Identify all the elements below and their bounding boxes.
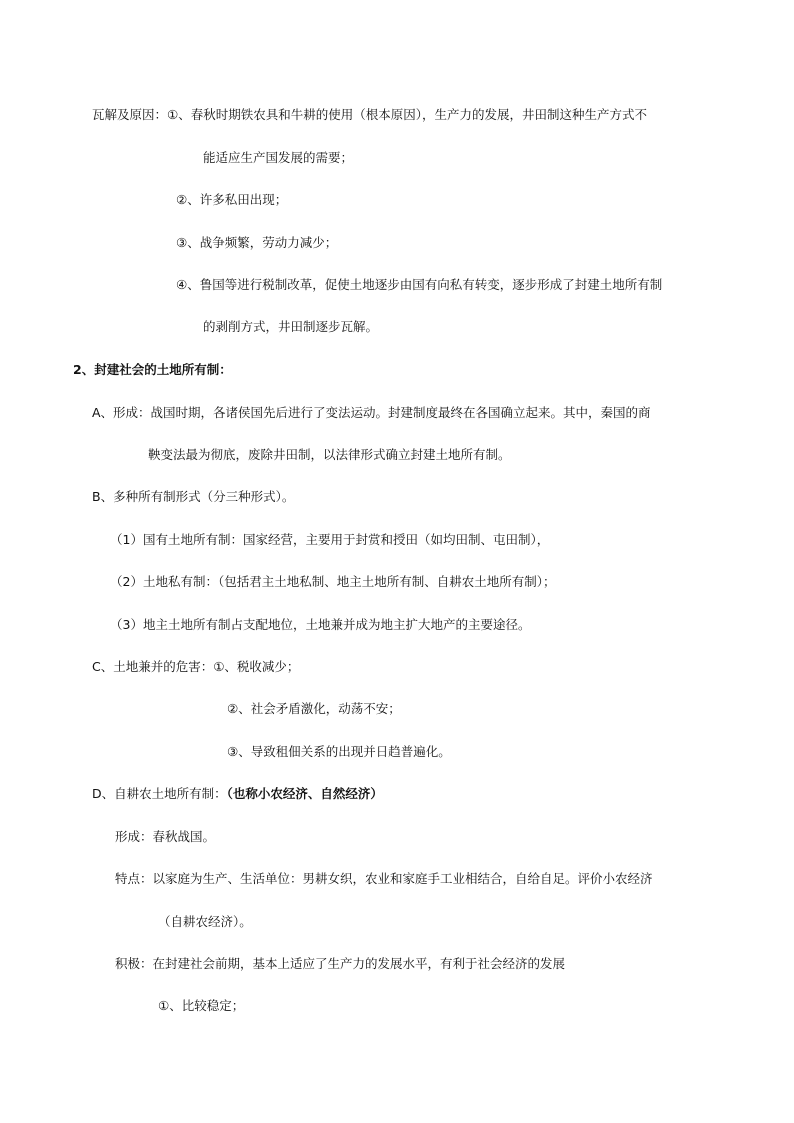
owner-cultivator-label: D、自耕农土地所有制： <box>92 786 227 801</box>
cause-item-3: ③、战争频繁，劳动力减少； <box>176 235 338 250</box>
positive-item-1: ①、比较稳定； <box>158 998 245 1013</box>
paragraph-formation-cont: 鞅变法最为彻底，废除井田制，以法律形式确立封建土地所有制。 <box>148 447 511 462</box>
cause-item-4-cont: 的剥削方式，井田制逐步瓦解。 <box>203 319 379 334</box>
harm-item-2: ②、社会矛盾激化，动荡不安； <box>227 701 401 716</box>
paragraph-characteristics-cont: （自耕农经济）。 <box>158 914 252 929</box>
paragraph-decline-causes: 瓦解及原因：①、春秋时期铁农具和牛耕的使用（根本原因），生产力的发展，井田制这种生产方式不 <box>92 107 647 122</box>
paragraph-annexation-harm: C、土地兼并的危害：①、税收减少； <box>92 659 300 674</box>
paragraph-formation: A、形成：战国时期，各诸侯国先后进行了变法运动。封建制度最终在各国确立起来。其中，秦国的商 <box>92 405 651 420</box>
paragraph-decline-causes-cont: 能适应生产国发展的需要； <box>203 150 354 165</box>
cause-item-4: ④、鲁国等进行税制改革，促使土地逐步由国有向私有转变，逐步形成了封建土地所有制 <box>176 277 663 292</box>
cause-item-2: ②、许多私田出现； <box>176 192 288 207</box>
owner-cultivator-note: （也称小农经济、自然经济） <box>226 786 383 801</box>
paragraph-positive: 积极：在封建社会前期，基本上适应了生产力的发展水平，有利于社会经济的发展 <box>115 956 566 971</box>
section-heading-feudal-land: 2、封建社会的土地所有制： <box>73 362 232 377</box>
ownership-item-3: （3）地主土地所有制占支配地位，土地兼并成为地主扩大地产的主要途径。 <box>110 617 531 632</box>
paragraph-formation-period: 形成：春秋战国。 <box>115 829 216 844</box>
paragraph-ownership-forms: B、多种所有制形式（分三种形式）。 <box>92 489 295 504</box>
ownership-item-1: （1）国有土地所有制：国家经营，主要用于封赏和授田（如均田制、屯田制）， <box>110 532 550 547</box>
ownership-item-2: （2）土地私有制：（包括君主土地私制、地主土地所有制、自耕农土地所有制）； <box>110 574 556 589</box>
harm-item-3: ③、导致租佃关系的出现并日趋普遍化。 <box>227 744 451 759</box>
paragraph-characteristics: 特点：以家庭为生产、生活单位：男耕女织，农业和家庭手工业相结合，自给自足。评价小农经济 <box>115 871 653 886</box>
paragraph-owner-cultivator <box>92 786 383 802</box>
